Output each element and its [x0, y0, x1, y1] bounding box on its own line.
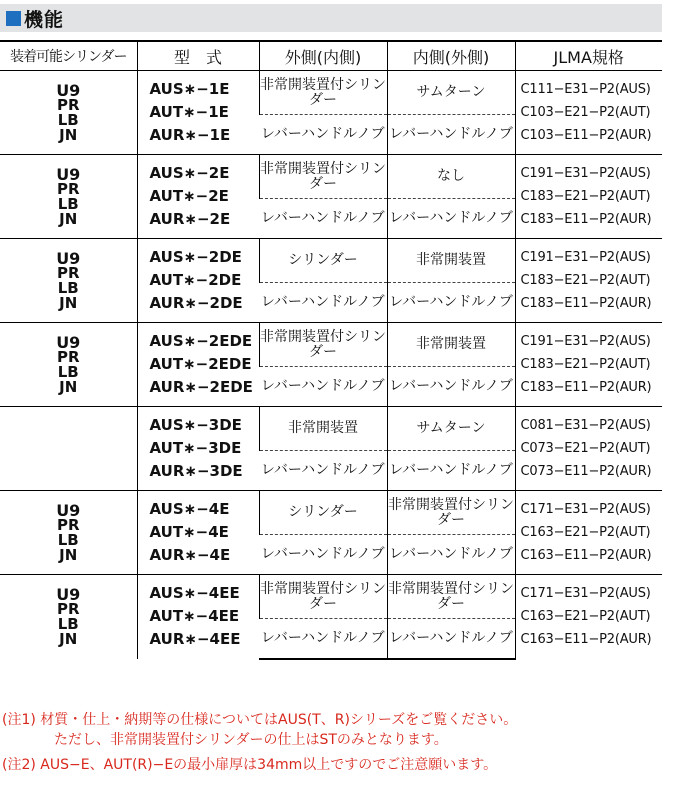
- model-numbers: [137, 239, 259, 323]
- cylinder-code: LB: [57, 194, 79, 213]
- table-row: [0, 239, 662, 283]
- model-number: AUT∗−4EE: [149, 607, 240, 626]
- table-row: [0, 407, 662, 451]
- jlma-standards: [515, 323, 662, 407]
- model-number: AUS∗−2EDE: [149, 332, 253, 350]
- jlma-code: C183−E11−P2(AUR): [520, 296, 652, 311]
- outside-handle: レバーハンドルノブ: [259, 367, 387, 407]
- model-number: AUR∗−4E: [149, 546, 231, 564]
- inside-handle: レバーハンドルノブ: [387, 115, 515, 155]
- cylinder-code: LB: [57, 530, 79, 549]
- cylinder-code: PR: [56, 95, 80, 114]
- inside-spec: サムターン: [387, 71, 515, 115]
- model-number: AUR∗−2E: [149, 210, 231, 228]
- cylinder-code: LB: [57, 110, 79, 129]
- jlma-code: C191−E31−P2(AUS): [520, 334, 651, 349]
- model-numbers: [137, 71, 259, 155]
- note-1-continued: ただし、非常開装置付シリンダーの仕上はSTのみとなります。: [54, 732, 448, 748]
- cylinder-code: U9: [56, 584, 81, 604]
- inside-spec: 非常開装置付シリンダー: [387, 491, 515, 535]
- cylinder-code: JN: [59, 293, 78, 312]
- compatible-cylinders: [0, 407, 137, 491]
- outside-spec: シリンダー: [259, 491, 387, 535]
- cylinder-code: U9: [56, 164, 81, 184]
- model-number: AUS∗−4E: [149, 500, 230, 518]
- inside-spec: サムターン: [387, 407, 515, 451]
- model-number: AUS∗−3DE: [149, 416, 242, 434]
- jlma-standards: [515, 239, 662, 323]
- jlma-code: C163−E11−P2(AUR): [520, 632, 652, 648]
- model-numbers: [137, 575, 259, 659]
- model-number: AUT∗−1E: [149, 103, 229, 121]
- jlma-code: C073−E21−P2(AUT): [520, 441, 651, 456]
- jlma-standards: [515, 71, 662, 155]
- model-number: AUT∗−2EDE: [149, 355, 252, 373]
- cylinder-code: LB: [57, 362, 79, 381]
- outside-spec: 非常開装置付シリンダー: [259, 71, 387, 115]
- table-row: [0, 155, 662, 199]
- table-row: [0, 491, 662, 535]
- model-number: AUR∗−3DE: [149, 462, 243, 480]
- cylinder-code: JN: [59, 545, 78, 564]
- model-numbers: [137, 323, 259, 407]
- header-jlma: JLMA規格: [515, 41, 662, 71]
- jlma-code: C171−E31−P2(AUS): [520, 502, 651, 517]
- jlma-code: C081−E31−P2(AUS): [520, 418, 651, 433]
- header-cylinder: 装着可能シリンダー: [0, 41, 137, 71]
- outside-handle: レバーハンドルノブ: [259, 619, 387, 659]
- model-number: AUR∗−2EDE: [149, 378, 253, 396]
- outside-handle: レバーハンドルノブ: [259, 283, 387, 323]
- outside-handle: レバーハンドルノブ: [259, 115, 387, 155]
- model-number: AUS∗−4EE: [149, 584, 240, 603]
- outside-handle: レバーハンドルノブ: [259, 451, 387, 491]
- jlma-code: C073−E11−P2(AUR): [520, 464, 652, 479]
- model-numbers: [137, 491, 259, 575]
- cylinder-code: PR: [56, 263, 80, 282]
- table-header-row: [0, 41, 662, 71]
- model-number: AUT∗−3DE: [149, 439, 242, 457]
- outside-handle: レバーハンドルノブ: [259, 199, 387, 239]
- jlma-code: C183−E21−P2(AUT): [520, 189, 651, 204]
- note-2: (注2) AUS−E、AUT(R)−Eの最小扉厚は34mm以上ですのでご注意願います。: [2, 757, 498, 773]
- cylinder-code: LB: [57, 614, 79, 633]
- model-number: AUR∗−1E: [149, 126, 231, 144]
- inside-spec: 非常開装置付シリンダー: [387, 575, 515, 619]
- cylinder-code: PR: [56, 599, 80, 618]
- inside-handle: レバーハンドルノブ: [387, 283, 515, 323]
- cylinder-code: PR: [56, 515, 80, 534]
- compatible-cylinders: [0, 71, 137, 155]
- header-outside: 外側(内側): [259, 41, 387, 71]
- inside-handle: レバーハンドルノブ: [387, 535, 515, 575]
- model-number: AUS∗−2DE: [149, 248, 242, 266]
- jlma-code: C163−E11−P2(AUR): [520, 548, 652, 563]
- inside-handle: レバーハンドルノブ: [387, 199, 515, 239]
- outside-spec: 非常開装置付シリンダー: [259, 575, 387, 619]
- cylinder-code: PR: [56, 347, 80, 366]
- cylinder-code: U9: [56, 332, 81, 352]
- cylinder-code: JN: [59, 629, 78, 648]
- notes: [2, 710, 672, 775]
- cylinder-code: U9: [56, 500, 81, 520]
- jlma-code: C183−E21−P2(AUT): [520, 357, 651, 372]
- compatible-cylinders: [0, 155, 137, 239]
- inside-handle: レバーハンドルノブ: [387, 367, 515, 407]
- model-numbers: [137, 155, 259, 239]
- table-row: [0, 323, 662, 367]
- cylinder-code: LB: [57, 278, 79, 297]
- cylinder-code: PR: [56, 179, 80, 198]
- section-title-bar: [0, 4, 662, 32]
- compatible-cylinders: [0, 239, 137, 323]
- outside-handle: レバーハンドルノブ: [259, 535, 387, 575]
- model-number: AUT∗−4E: [149, 523, 229, 541]
- jlma-code: C163−E21−P2(AUT): [520, 609, 651, 625]
- model-number: AUS∗−2E: [149, 164, 230, 182]
- header-inside: 内側(外側): [387, 41, 515, 71]
- compatible-cylinders: [0, 575, 137, 659]
- cylinder-code: JN: [59, 209, 78, 228]
- jlma-code: C191−E31−P2(AUS): [520, 250, 651, 265]
- jlma-standards: [515, 155, 662, 239]
- jlma-code: C183−E11−P2(AUR): [520, 380, 652, 395]
- model-number: AUT∗−2DE: [149, 271, 242, 289]
- jlma-code: C103−E21−P2(AUT): [520, 105, 651, 120]
- jlma-code: C111−E31−P2(AUS): [520, 82, 651, 97]
- cylinder-code: U9: [56, 248, 81, 268]
- spec-table: [0, 40, 662, 660]
- blue-square-icon: [6, 11, 21, 26]
- jlma-code: C163−E21−P2(AUT): [520, 525, 651, 540]
- cylinder-code: JN: [59, 125, 78, 144]
- model-number: AUT∗−2E: [149, 187, 229, 205]
- jlma-code: C103−E11−P2(AUR): [520, 128, 652, 143]
- table-body: [0, 71, 662, 659]
- jlma-code: C171−E31−P2(AUS): [520, 586, 651, 602]
- jlma-standards: [515, 575, 662, 659]
- inside-spec: なし: [387, 155, 515, 199]
- outside-spec: 非常開装置付シリンダー: [259, 323, 387, 367]
- model-number: AUR∗−4EE: [149, 630, 241, 649]
- model-number: AUS∗−1E: [149, 80, 230, 98]
- table-row: [0, 71, 662, 115]
- compatible-cylinders: [0, 323, 137, 407]
- header-model: 型 式: [137, 41, 259, 71]
- inside-spec: 非常開装置: [387, 323, 515, 367]
- table-row: [0, 575, 662, 619]
- note-1: (注1) 材質・仕上・納期等の仕様についてはAUS(T、R)シリーズをご覧ください。: [2, 712, 518, 728]
- outside-spec: シリンダー: [259, 239, 387, 283]
- compatible-cylinders: [0, 491, 137, 575]
- inside-spec: 非常開装置: [387, 239, 515, 283]
- cylinder-code: U9: [56, 80, 81, 100]
- jlma-code: C183−E21−P2(AUT): [520, 273, 651, 288]
- model-number: AUR∗−2DE: [149, 294, 243, 312]
- section-title: 機能: [24, 8, 65, 31]
- jlma-standards: [515, 491, 662, 575]
- jlma-code: C191−E31−P2(AUS): [520, 166, 651, 181]
- inside-handle: レバーハンドルノブ: [387, 451, 515, 491]
- outside-spec: 非常開装置付シリンダー: [259, 155, 387, 199]
- outside-spec: 非常開装置: [259, 407, 387, 451]
- model-numbers: [137, 407, 259, 491]
- jlma-code: C183−E11−P2(AUR): [520, 212, 652, 227]
- jlma-standards: [515, 407, 662, 491]
- cylinder-code: JN: [59, 377, 78, 396]
- inside-handle: レバーハンドルノブ: [387, 619, 515, 659]
